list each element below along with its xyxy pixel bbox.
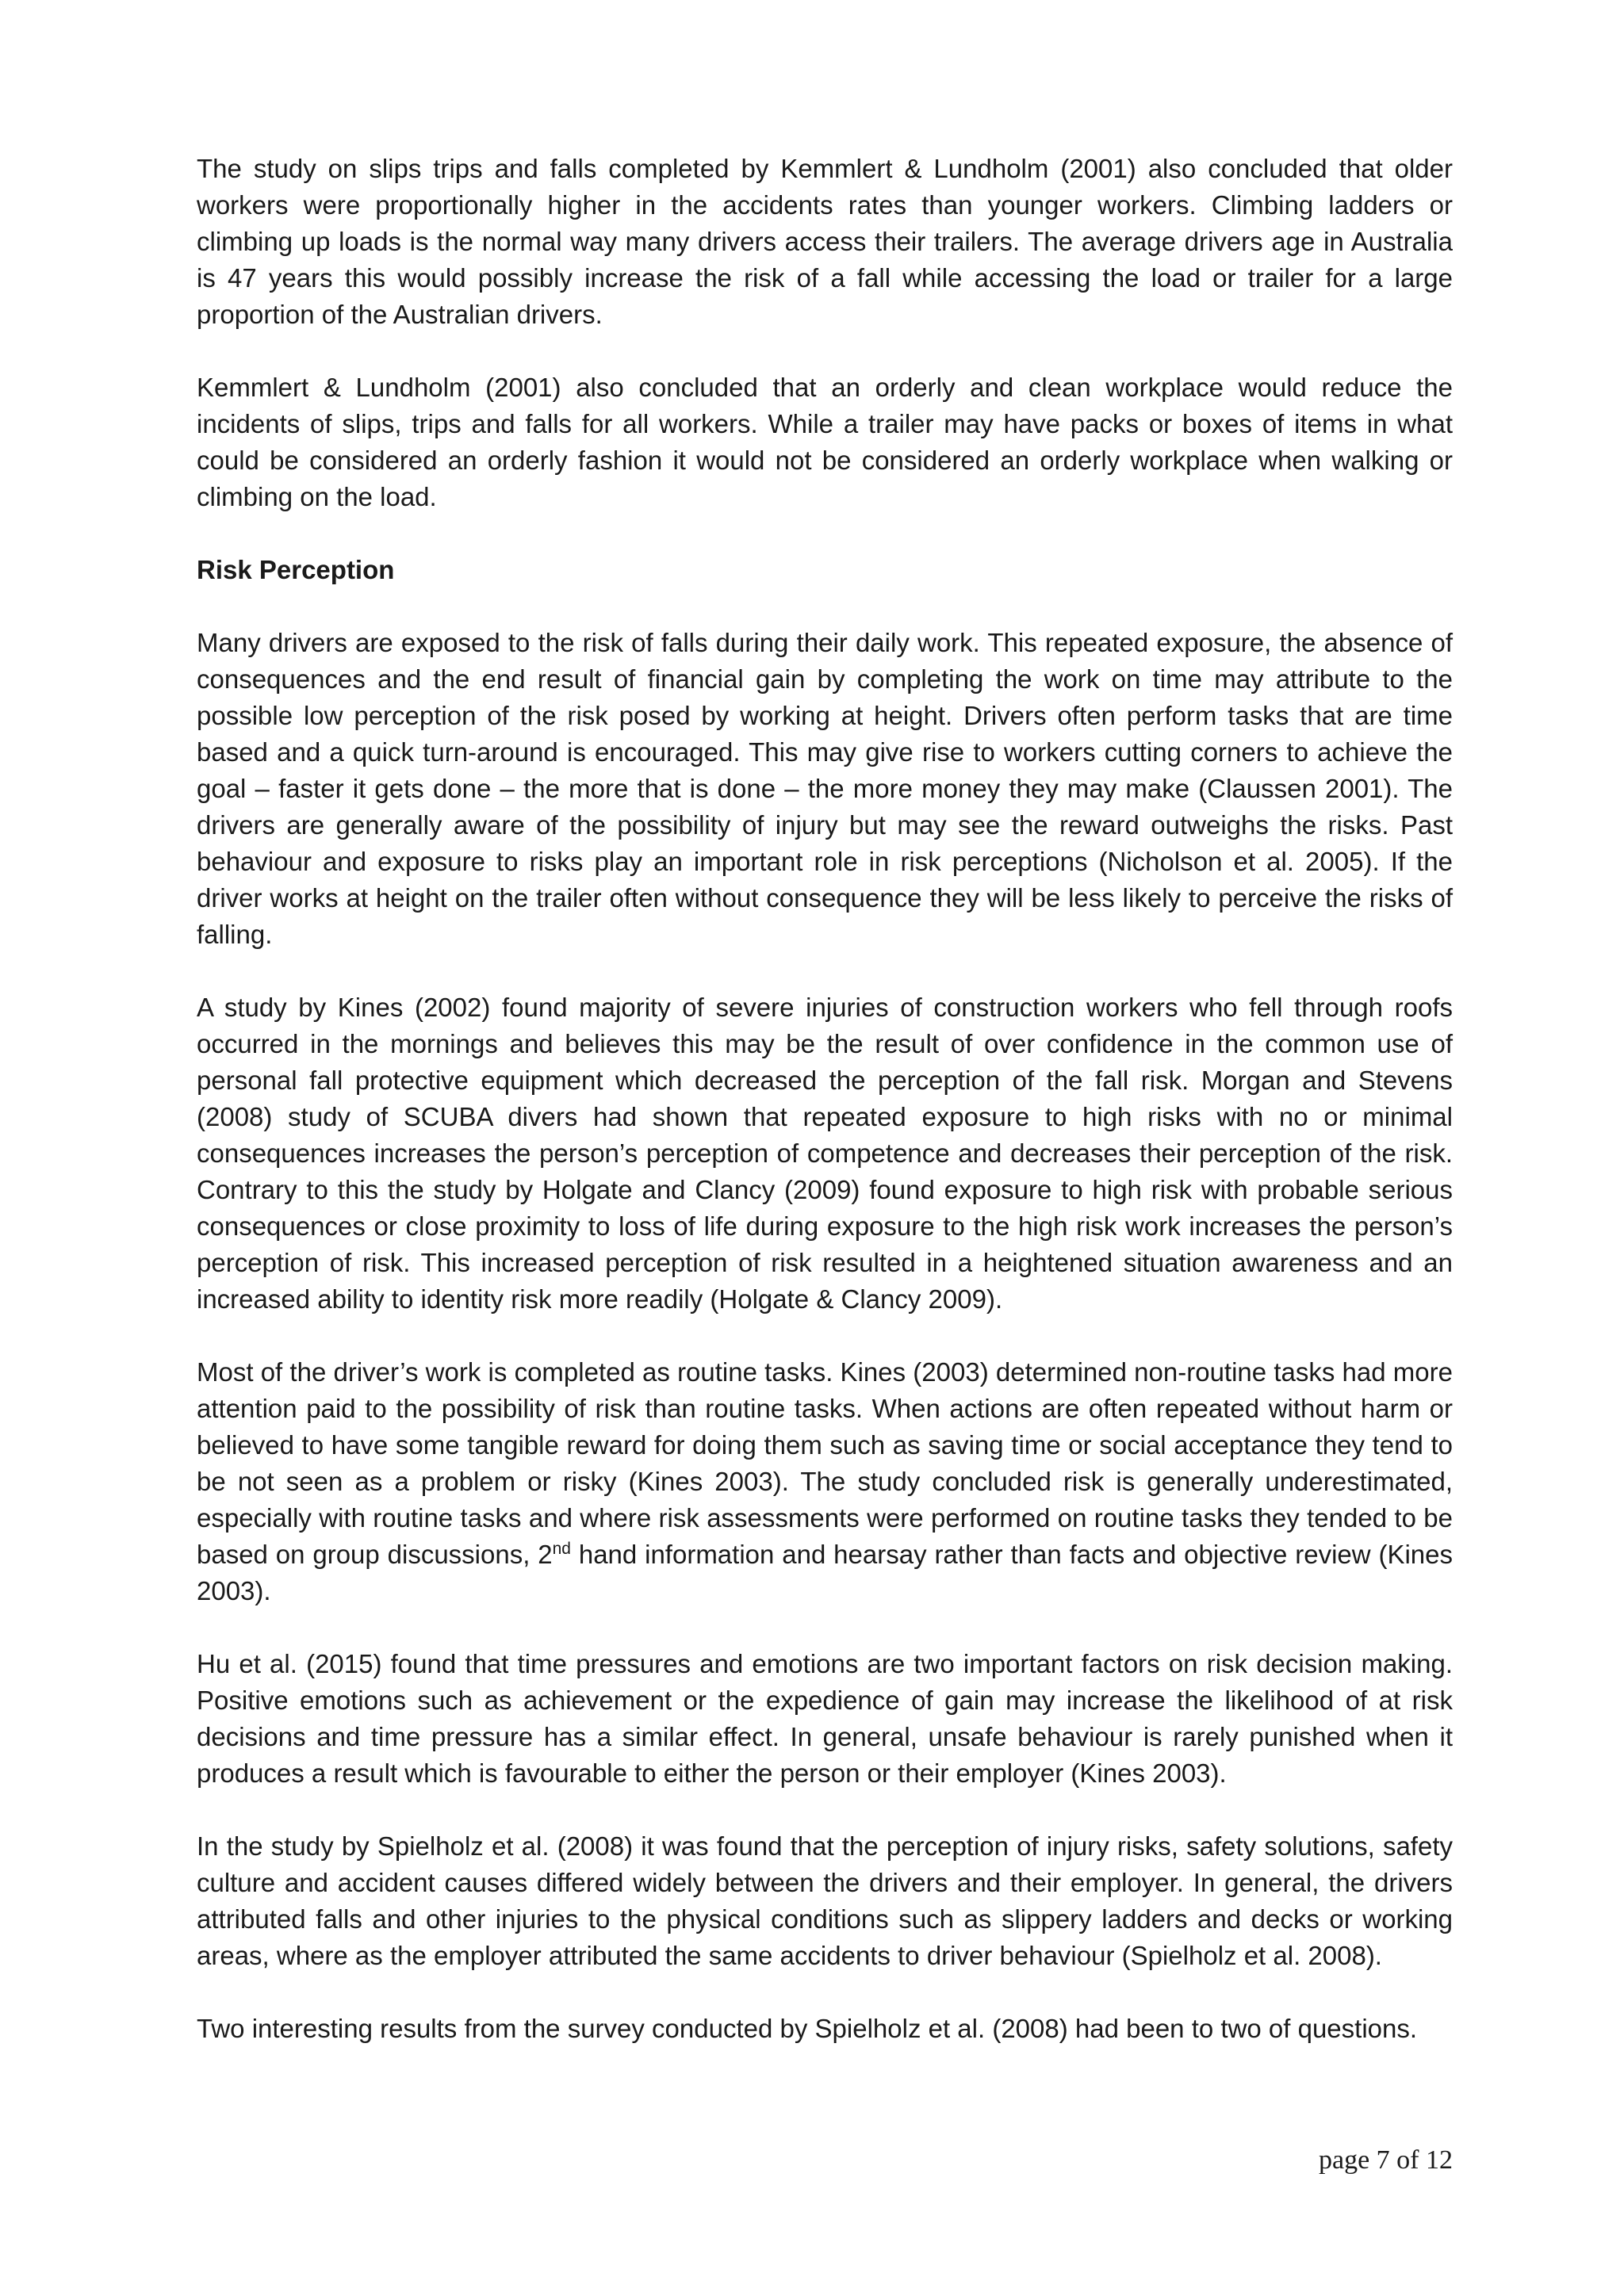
paragraph-routine-tasks (197, 1354, 1453, 1609)
paragraph-survey-questions: Two interesting results from the survey conducted by Spielholz et al. (2008) had been to two of questions. (197, 2014, 1418, 2043)
paragraph-spielholz-2008: In the study by Spielholz et al. (2008) it was found that the perception of injury risks, safety solutions, safety culture and accident causes differed widely between the drivers and their employer. In general, the drivers attributed falls and other injuries to the physical conditions such as slippery ladders and decks or working areas, where as the employer attributed the same accidents to driver behaviour (Spielholz et al. 2008). (197, 1831, 1453, 1970)
section-heading-risk-perception: Risk Perception (197, 555, 395, 584)
paragraph-kines-2002: A study by Kines (2002) found majority of severe injuries of construction workers who fell through roofs occurred in the mornings and believes this may be the result of over confidence in the common use of personal fall protective equipment which decreased the perception of the fall risk. Morgan and Stevens (2008) study of SCUBA divers had shown that repeated exposure to high risks with no or minimal consequences increases the person’s perception of competence and decreases their perception of the risk. Contrary to this the study by Holgate and Clancy (2009) found exposure to high risk with probable serious consequences or close proximity to loss of life during exposure to the high risk work increases the person’s perception of risk. This increased perception of risk resulted in a heightened situation awareness and an increased ability to identity risk more readily (Holgate & Clancy 2009). (197, 993, 1453, 1314)
ordinal-superscript: nd (552, 1540, 571, 1558)
paragraph-orderly-workplace: Kemmlert & Lundholm (2001) also concluded that an orderly and clean workplace would reduce the incidents of slips, trips and falls for all workers. While a trailer may have packs or boxes of items in what could be considered an orderly fashion it would not be considered an orderly workplace when walking or climbing on the load. (197, 373, 1453, 511)
paragraph-older-workers: The study on slips trips and falls completed by Kemmlert & Lundholm (2001) also concluded that older workers were proportionally higher in the accidents rates than younger workers. Climbing ladders or climbing up loads is the normal way many drivers access their trailers. The average drivers age in Australia is 47 years this would possibly increase the risk of a fall while accessing the load or trailer for a large proportion of the Australian drivers. (197, 154, 1453, 329)
document-body (197, 151, 1453, 2084)
paragraph-hu-2015: Hu et al. (2015) found that time pressures and emotions are two important factors on risk decision making. Positive emotions such as achievement or the expedience of gain may increase the likelihood of at risk decisions and time pressure has a similar effect. In general, unsafe behaviour is rarely punished when it produces a result which is favourable to either the person or their employer (Kines 2003). (197, 1649, 1453, 1788)
page-number: page 7 of 12 (1318, 2145, 1453, 2175)
paragraph-exposure: Many drivers are exposed to the risk of falls during their daily work. This repeated exposure, the absence of consequences and the end result of financial gain by completing the work on time may attribute to the possible low perception of the risk posed by working at height. Drivers often perform tasks that are time based and a quick turn-around is encouraged. This may give rise to workers cutting corners to achieve the goal – faster it gets done – the more that is done – the more money they may make (Claussen 2001). The drivers are generally aware of the possibility of injury but may see the reward outweighs the risks. Past behaviour and exposure to risks play an important role in risk perceptions (Nicholson et al. 2005). If the driver works at height on the trailer often without consequence they will be less likely to perceive the risks of falling. (197, 628, 1453, 949)
paragraph-routine-tasks-text-b: hand information and hearsay rather than facts and objective review (Kines 2003). (197, 1540, 1453, 1605)
paragraph-routine-tasks-text-a: Most of the driver’s work is completed as routine tasks. Kines (2003) determined non-routine tasks had more attention paid to the possibility of risk than routine tasks. When actions are often repeated without harm or believed to have some tangible reward for doing them such as saving time or social acceptance they tend to be not seen as a problem or risky (Kines 2003). The study concluded risk is generally underestimated, especially with routine tasks and where risk assessments were performed on routine tasks they tended to be based on group discussions, 2 (197, 1357, 1453, 1569)
